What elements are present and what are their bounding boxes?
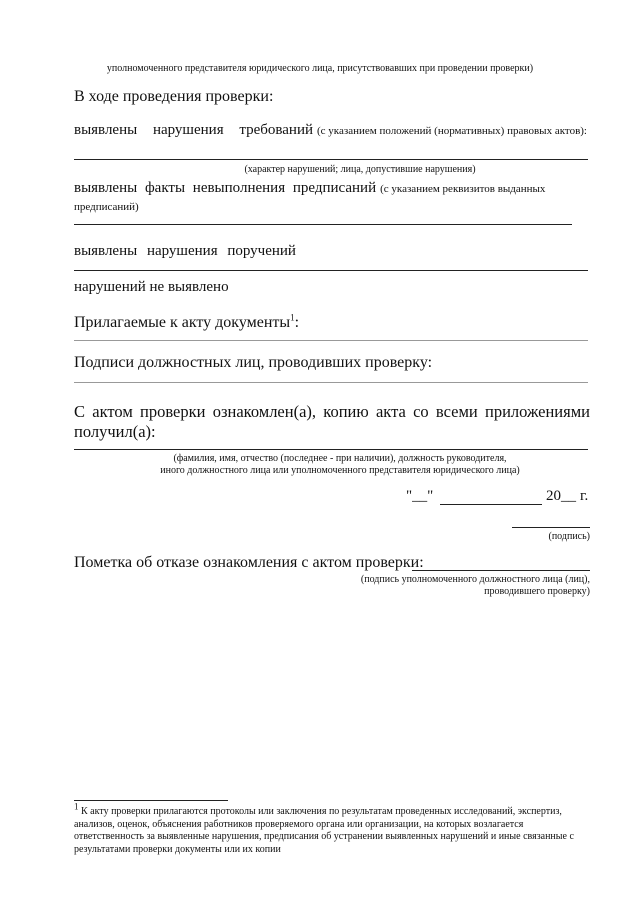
signatures-label: Подписи должностных лиц, проводивших проверку: bbox=[74, 354, 433, 371]
footnote-text: К акту проверки прилагаются протоколы или заключения по результатам проведенных исследований, экспертиз, анализов, оценок, объяснения работников проверяемого органа или организации, на которых возлагается ответственность за выявленные нарушения, предписания об устранении выявленных нарушений и иные связанные с результатами проверки документы или их копии bbox=[74, 806, 574, 855]
attached-docs-text: Прилагаемые к акту документы bbox=[74, 314, 291, 331]
violations-requirements-note: (с указанием положений (нормативных) правовых актов): bbox=[317, 125, 587, 137]
violations-instructions-line bbox=[74, 270, 588, 271]
violations-requirements-line bbox=[74, 159, 588, 160]
acquainted-caption-1: (фамилия, имя, отчество (последнее - при наличии), должность руководителя, bbox=[173, 453, 507, 464]
footnote bbox=[74, 801, 590, 856]
violations-requirements-caption: (характер нарушений; лица, допустившие нарушения) bbox=[244, 164, 476, 175]
date-year: 20__ bbox=[546, 488, 576, 504]
signature-caption: (подпись) bbox=[548, 531, 590, 542]
signature-line bbox=[512, 527, 590, 528]
refusal-caption-1: (подпись уполномоченного должностного лица (лиц), bbox=[360, 574, 590, 585]
violations-orders-lead: выявлены факты невыполнения предписаний bbox=[74, 180, 377, 196]
acquainted-line bbox=[74, 449, 588, 450]
date-day: "__" bbox=[406, 488, 434, 504]
violations-orders-block bbox=[74, 179, 590, 215]
violations-instructions: выявлены нарушения поручений bbox=[74, 243, 296, 259]
attached-docs-label bbox=[74, 313, 299, 332]
no-violations: нарушений не выявлено bbox=[74, 279, 229, 295]
footnote-reference: 1 bbox=[290, 312, 295, 323]
violations-requirements-block bbox=[74, 121, 590, 139]
acquainted-text-content: С актом проверки ознакомлен(а), копию акта со всеми приложениями получил(а): bbox=[74, 402, 590, 441]
date-year-suffix: г. bbox=[580, 488, 589, 504]
acquainted-text bbox=[74, 402, 590, 442]
attached-docs-colon: : bbox=[294, 314, 300, 331]
footnote-mark: 1 bbox=[74, 801, 79, 812]
refusal-text: Пометка об отказе ознакомления с актом проверки: bbox=[74, 554, 424, 571]
signatures-line bbox=[74, 382, 588, 383]
intro-heading: В ходе проведения проверки: bbox=[74, 88, 274, 105]
violations-orders-line bbox=[74, 224, 572, 225]
date-month-line bbox=[440, 504, 542, 505]
refusal-line bbox=[412, 570, 590, 571]
violations-requirements-lead: выявлены нарушения требований bbox=[74, 122, 313, 138]
violations-orders-note: (с указанием реквизитов выданных предписаний) bbox=[74, 183, 546, 213]
attached-docs-line bbox=[74, 340, 588, 341]
header-caption: уполномоченного представителя юридического лица, присутствовавших при проведении проверки) bbox=[106, 63, 534, 74]
footnote-separator bbox=[74, 800, 228, 801]
refusal-caption-2: проводившего проверку) bbox=[484, 586, 590, 597]
acquainted-caption-2: иного должностного лица или уполномоченного представителя юридического лица) bbox=[160, 465, 520, 476]
